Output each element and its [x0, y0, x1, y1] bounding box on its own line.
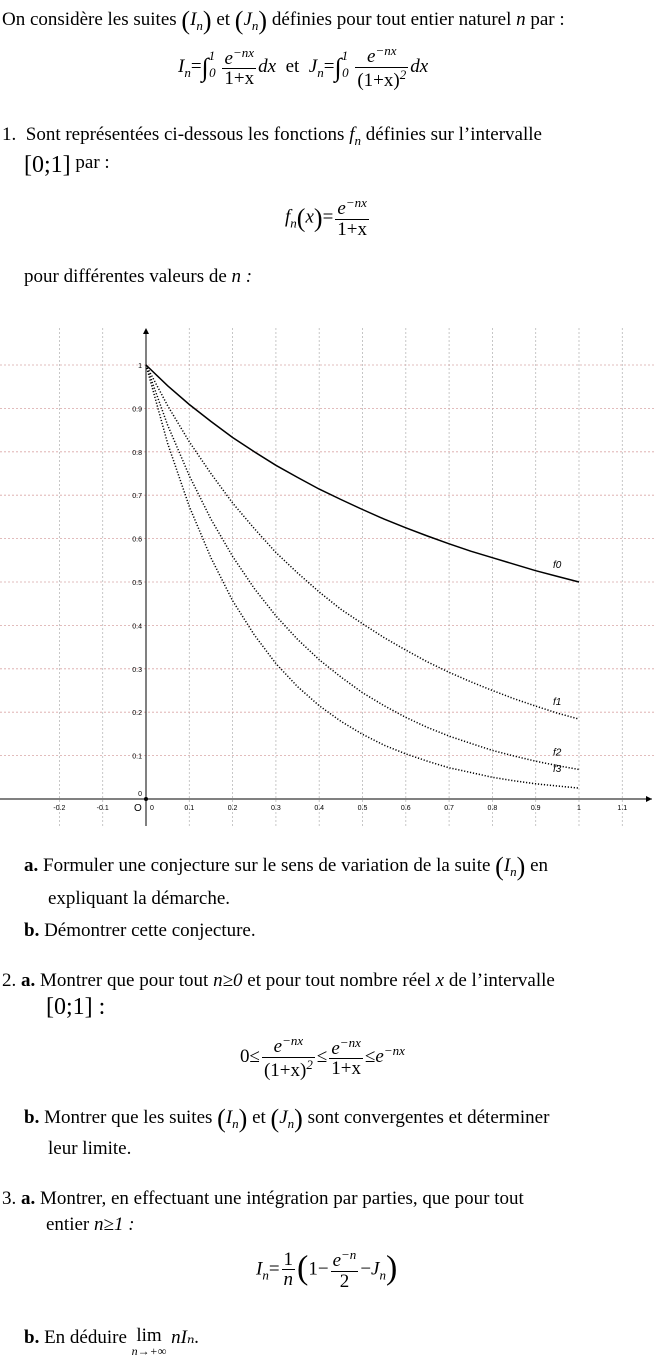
- q2-interval: [0;1] :: [46, 994, 106, 1020]
- series-label-f3: f3: [553, 764, 562, 776]
- q3-b: b. En déduire lim n→+∞ nIₙ.: [24, 1325, 200, 1358]
- x-tick-label: 0.4: [314, 805, 325, 812]
- intro-n: n: [516, 9, 526, 30]
- series-label-f0: f0: [553, 560, 562, 571]
- q2-b: b. Montrer que les suites $(I_n)$ et $(J_n)$ sont convergentes et déterminer: [24, 1104, 550, 1133]
- series-label-f2: f2: [553, 747, 562, 759]
- y-tick-label: 0: [138, 791, 142, 798]
- y-tick-label: 0.2: [132, 710, 142, 718]
- q1-line1: 1. Sont représentées ci-dessous les fonctions $f_n$ définies sur l’intervalle: [2, 124, 542, 148]
- y-tick-label: 0.8: [132, 449, 142, 457]
- y-tick-label: 0.6: [132, 536, 142, 544]
- intro-et: et: [216, 9, 231, 30]
- q2-inequality: 0≤ $\frac{e^{-nx}}{(1+x)^2}$ ≤ $\frac{e^{-nx}}{1+x}$ $\le e^{-nx}$: [240, 1033, 405, 1081]
- x-tick-label: 0.8: [487, 805, 498, 812]
- q1-b: b. Démontrer cette conjecture.: [24, 920, 256, 941]
- q1-a-line2: expliquant la démarche.: [48, 888, 231, 909]
- x-tick-label: 0.7: [444, 805, 454, 812]
- definition-formula: $I_n=\int^1_0$ $\frac{e^{-nx}}{1+x}$ dx et $J_n=\int^1_0$ $\frac{e^{-nx}}{(1+x)^2}$ dx: [178, 43, 429, 91]
- y-tick-label: 0.9: [132, 406, 142, 414]
- intro-par: par :: [530, 9, 565, 30]
- y-tick-label: 1: [138, 363, 142, 370]
- x-tick-label: 0.2: [227, 805, 238, 812]
- x-tick-label: 0.5: [357, 805, 368, 812]
- origin-label: O: [134, 803, 142, 814]
- fn-definition: $f_n(x)=$ $\frac{e^{-nx}}{1+x}$: [285, 195, 367, 240]
- x-tick-label: 0.1: [184, 805, 195, 812]
- intro-text-2: définies pour tout entier naturel: [271, 9, 512, 30]
- x-tick-label: 0.9: [530, 805, 541, 812]
- seq-I: $(I_n)$: [181, 6, 212, 35]
- y-tick-label: 0.4: [132, 623, 142, 631]
- function-plot: [0, 320, 655, 830]
- origin-point: [144, 797, 148, 801]
- q1-line2: pour différentes valeurs de n :: [24, 266, 253, 287]
- series-label-f1: f1: [553, 697, 562, 709]
- x-tick-label: -0.1: [96, 805, 109, 812]
- x-axis-arrow: [646, 796, 652, 802]
- x-tick-label: 0.3: [271, 805, 281, 812]
- q3-formula: $I_n=$ $\frac{1}{n}$ (1− $\frac{e^{-n}}{2}$ $-J_n$): [256, 1247, 398, 1292]
- q1-a: a. Formuler une conjecture sur le sens de variation de la suite $(I_n)$ en: [24, 852, 549, 881]
- x-tick-label: 1.1: [617, 805, 628, 812]
- x-tick-label: 0.6: [400, 805, 411, 812]
- q2-a: 2. a. Montrer que pour tout n≥0 et pour tout nombre réel x de l’intervalle: [2, 970, 555, 991]
- x-tick-label: 1: [577, 805, 581, 812]
- y-tick-label: 0.5: [132, 580, 142, 587]
- y-tick-label: 0.3: [132, 666, 142, 674]
- x-tick-label: 0: [150, 805, 154, 812]
- y-axis-arrow: [143, 328, 149, 334]
- q3-a-line2: entier n≥1 :: [46, 1214, 135, 1235]
- intro-line: [2, 6, 565, 36]
- y-tick-label: 0.7: [132, 493, 142, 501]
- y-tick-label: 0.1: [132, 753, 142, 761]
- q2-b-line2: leur limite.: [48, 1138, 132, 1159]
- seq-J: $(J_n)$: [234, 6, 268, 35]
- x-tick-label: -0.2: [53, 805, 66, 812]
- intro-text: On considère les suites: [2, 9, 177, 30]
- q1-interval-line: [0;1] par :: [24, 152, 110, 178]
- q3-a: 3. a. Montrer, en effectuant une intégration par parties, que pour tout: [2, 1188, 524, 1209]
